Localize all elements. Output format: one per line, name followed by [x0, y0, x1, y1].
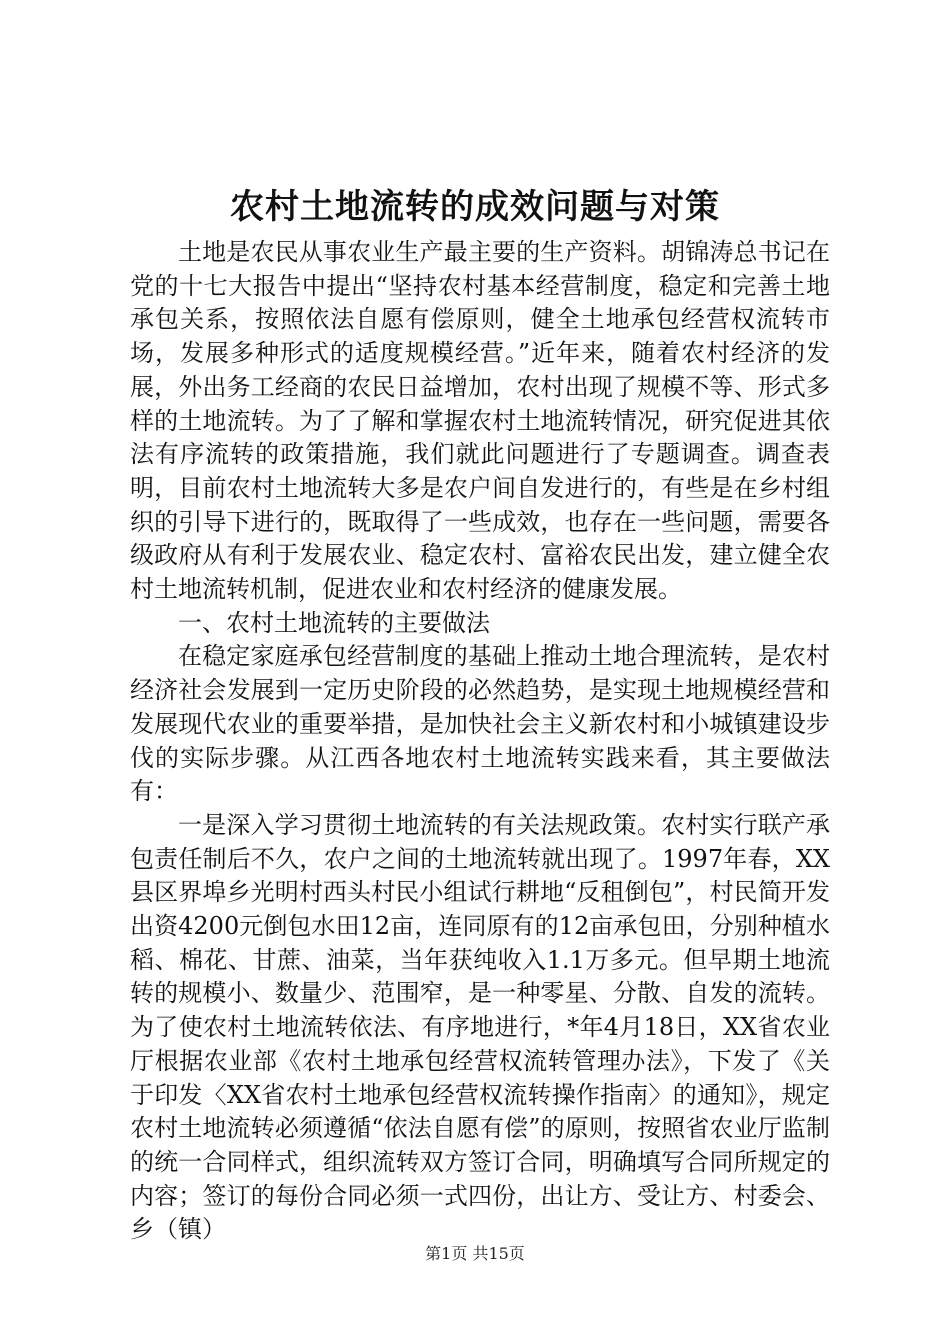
section-heading: 一、农村土地流转的主要做法 [178, 608, 490, 637]
document-title: 农村土地流转的成效问题与对策 [230, 187, 720, 227]
section-paragraph: 在稳定家庭承包经营制度的基础上推动土地合理流转，是农村经济社会发展到一定历史阶段的必然趋势，是实现土地规模经营和发展现代农业的重要举措，是加快社会主义新农村和小城镇建设步伐的实际步骤。从江西各地农村土地流转实践来看，其主要做法有： [130, 642, 830, 806]
point-paragraph: 一是深入学习贯彻土地流转的有关法规政策。农村实行联产承包责任制后不久，农户之间的土地流转就出现了。1997年春，XX县区界埠乡光明村西头村民小组试行耕地“反租倒包”，村民简开发出资4200元倒包水田12亩，连同原有的12亩承包田，分别种植水稻、棉花、甘蔗、油菜，当年获纯收入1.1万多元。但早期土地流转的规模小、数量少、范围窄，是一种零星、分散、自发的流转。为了使农村土地流转依法、有序地进行，*年4月18日，XX省农业厅根据农业部《农村土地承包经营权流转管理办法》，下发了《关于印发〈XX省农村土地承包经营权流转操作指南〉的通知》，规定农村土地流转必须遵循“依法自愿有偿”的原则，按照省农业厅监制的统一合同样式，组织流转双方签订合同，明确填写合同所规定的内容；签订的每份合同必须一式四份，出让方、受让方、村委会、乡（镇） [130, 810, 830, 1244]
intro-paragraph: 土地是农民从事农业生产最主要的生产资料。胡锦涛总书记在党的十七大报告中提出“坚持农村基本经营制度，稳定和完善土地承包关系，按照依法自愿有偿原则，健全土地承包经营权流转市场，发展多种形式的适度规模经营。”近年来，随着农村经济的发展，外出务工经商的农民日益增加，农村出现了规模不等、形式多样的土地流转。为了了解和掌握农村土地流转情况，研究促进其依法有序流转的政策措施，我们就此问题进行了专题调查。调查表明，目前农村土地流转大多是农户间自发进行的，有些是在乡村组织的引导下进行的，既取得了一些成效，也存在一些问题，需要各级政府从有利于发展农业、稳定农村、富裕农民出发，建立健全农村土地流转机制，促进农业和农村经济的健康发展。 [130, 238, 830, 604]
document-body [130, 236, 830, 1247]
page-footer: 第1页 共15页 [425, 1244, 525, 1263]
